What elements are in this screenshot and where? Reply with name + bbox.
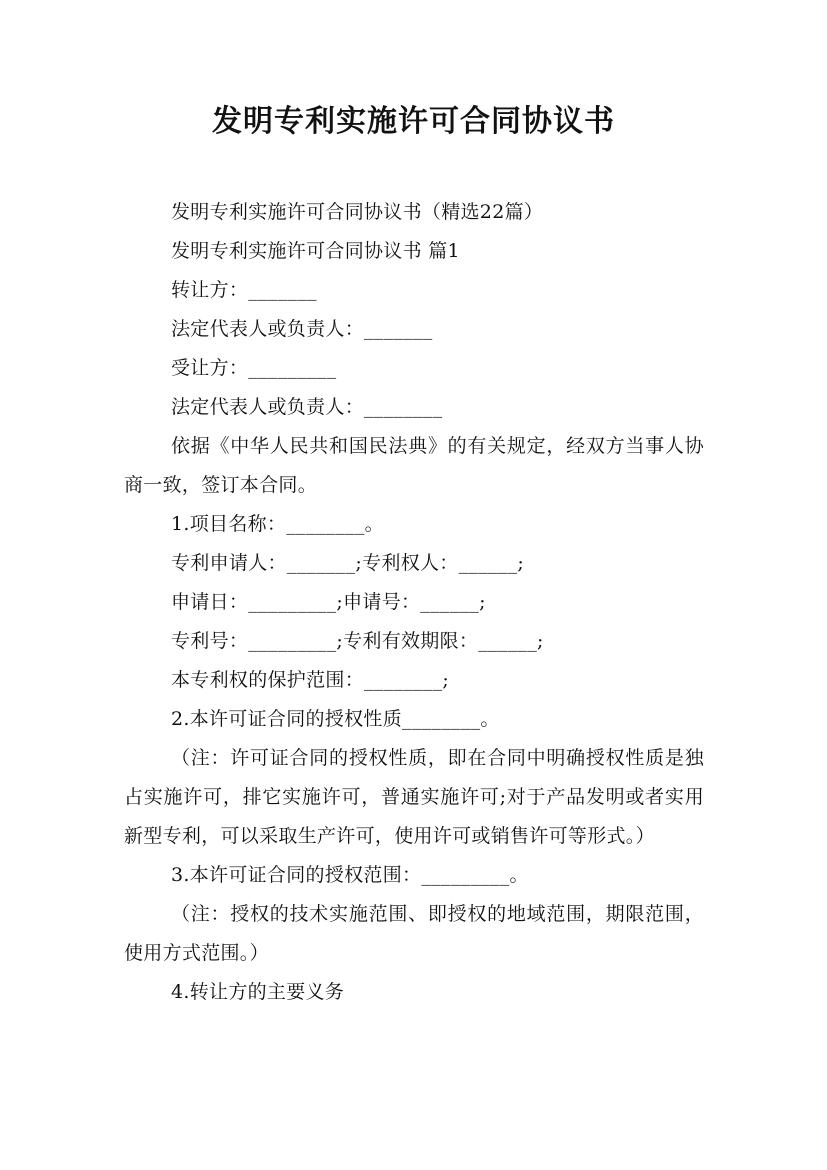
paragraph-transferee-representative: 法定代表人或负责人：________	[171, 396, 443, 418]
paragraph-legal-basis: 依据《中华人民共和国民法典》的有关规定，经双方当事人协商一致，签订本合同。	[124, 435, 704, 496]
paragraph-license-nature: 2.本许可证合同的授权性质________。	[171, 708, 500, 730]
document-title: 发明专利实施许可合同协议书	[212, 104, 615, 139]
paragraph-transferor-representative: 法定代表人或负责人：_______	[171, 318, 433, 340]
paragraph-license-scope-note: （注：授权的技术实施范围、即授权的地域范围，期限范围，使用方式范围。）	[124, 903, 704, 964]
paragraph-application-date: 申请日：_________;申请号：______;	[171, 591, 486, 613]
paragraph-project-name: 1.项目名称：________。	[171, 513, 384, 535]
paragraph-transferor-obligations: 4.转让方的主要义务	[171, 981, 345, 1003]
paragraph-heading-collection: 发明专利实施许可合同协议书（精选22篇）	[171, 201, 544, 223]
paragraph-patent-number: 专利号：_________;专利有效期限：______;	[171, 630, 544, 652]
paragraph-patent-applicant: 专利申请人：_______;专利权人：______;	[171, 552, 525, 574]
paragraph-license-scope: 3.本许可证合同的授权范围：_________。	[171, 864, 529, 886]
paragraph-transferor: 转让方：_______	[171, 279, 317, 301]
document-body	[124, 193, 704, 1012]
paragraph-article-number: 发明专利实施许可合同协议书 篇1	[171, 240, 460, 262]
paragraph-license-nature-note: （注：许可证合同的授权性质，即在合同中明确授权性质是独占实施许可，排它实施许可，普通实施许可;对于产品发明或者实用新型专利，可以采取生产许可，使用许可或销售许可等形式。）	[124, 747, 704, 847]
paragraph-protection-scope: 本专利权的保护范围：________;	[171, 669, 450, 691]
paragraph-transferee: 受让方：_________	[171, 357, 337, 379]
